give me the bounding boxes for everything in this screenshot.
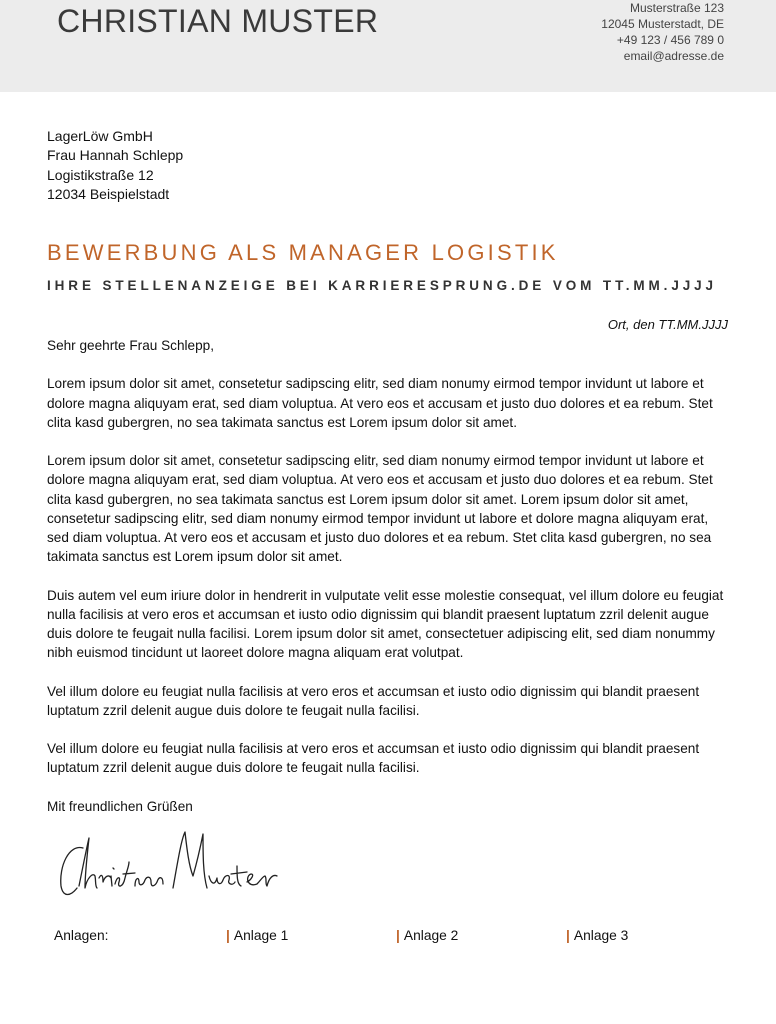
paragraph: Duis autem vel eum iriure dolor in hendrerit in vulputate velit esse molestie consequat, vel illum dolore eu feugiat nulla facilisis at vero eros et accumsan et iusto odio dignissim qui blandit praesent luptatum zzril delenit augue duis dolore te feugait nulla facilisi. Lorem ipsum dolor sit amet, consectetuer adipiscing elit, sed diam nonummy nibh euismod tincidunt ut laoreet dolore magna aliquam erat volutpat. (47, 587, 724, 661)
attachment-bar-icon: | (226, 928, 230, 943)
sender-city: 12045 Musterstadt, DE (601, 17, 724, 31)
recipient-person: Frau Hannah Schlepp (47, 147, 184, 164)
attachment-item (396, 928, 458, 943)
attachment-item (226, 928, 288, 943)
recipient-address (47, 127, 183, 205)
letter-body (47, 336, 731, 835)
sender-street: Musterstraße 123 (629, 1, 724, 15)
handwritten-signature (55, 826, 290, 906)
letter-subject: BEWERBUNG ALS MANAGER LOGISTIK (47, 240, 559, 265)
recipient-company: LagerLöw GmbH (47, 128, 153, 144)
closing: Mit freundlichen Grüßen (47, 798, 193, 814)
attachments-label: Anlagen: (54, 928, 109, 943)
recipient-street: Logistikstraße 12 (47, 166, 154, 183)
sender-name: CHRISTIAN MUSTER (57, 3, 379, 39)
sender-email: email@adresse.de (623, 49, 724, 63)
letter-subline: IHRE STELLENANZEIGE BEI KARRIERESPRUNG.DE VOM TT.MM.JJJJ (47, 278, 717, 293)
attachment-item-label: Anlage 1 (233, 928, 289, 943)
paragraph: Vel illum dolore eu feugiat nulla facilisis at vero eros et accumsan et iusto odio dignissim qui blandit praesent luptatum zzril delenit augue duis dolore te feugait nulla facilisi. (47, 683, 700, 718)
sender-phone: +49 123 / 456 789 0 (616, 33, 724, 47)
attachment-bar-icon: | (396, 928, 400, 943)
date-line: Ort, den TT.MM.JJJJ (607, 317, 728, 332)
salutation: Sehr geehrte Frau Schlepp, (47, 338, 215, 353)
attachment-bar-icon: | (566, 928, 570, 943)
sender-contact (601, 0, 724, 64)
attachment-item-label: Anlage 2 (403, 928, 459, 943)
paragraph: Vel illum dolore eu feugiat nulla facilisis at vero eros et accumsan et iusto odio dignissim qui blandit praesent luptatum zzril delenit augue duis dolore te feugait nulla facilisi. (47, 741, 700, 776)
recipient-city: 12034 Beispielstadt (47, 186, 170, 203)
letterhead (0, 0, 776, 92)
paragraph: Lorem ipsum dolor sit amet, consetetur sadipscing elitr, sed diam nonumy eirmod tempor invidunt ut labore et dolore magna aliquyam erat, sed diam voluptua. At vero eos et accusam et justo duo dolores et ea rebum. Stet clita kasd gubergren, no sea takimata sanctus est Lorem ipsum dolor sit amet. Lorem ipsum dolor sit amet, consetetur sadipscing elitr, sed diam nonumy eirmod tempor invidunt ut labore et dolore magna aliquyam erat, sed diam voluptua. At vero eos et accusam et justo duo dolores et ea rebum. Stet clita kasd gubergren, no sea takimata sanctus est Lorem ipsum dolor sit amet. (47, 453, 713, 565)
attachments-row (54, 928, 734, 948)
attachment-item-label: Anlage 3 (573, 928, 629, 943)
attachment-item (566, 928, 628, 943)
paragraph: Lorem ipsum dolor sit amet, consetetur sadipscing elitr, sed diam nonumy eirmod tempor invidunt ut labore et dolore magna aliquyam erat, sed diam voluptua. At vero eos et accusam et justo duo dolores et ea rebum. Stet clita kasd gubergren, no sea takimata sanctus est Lorem ipsum dolor sit amet. (47, 376, 713, 430)
